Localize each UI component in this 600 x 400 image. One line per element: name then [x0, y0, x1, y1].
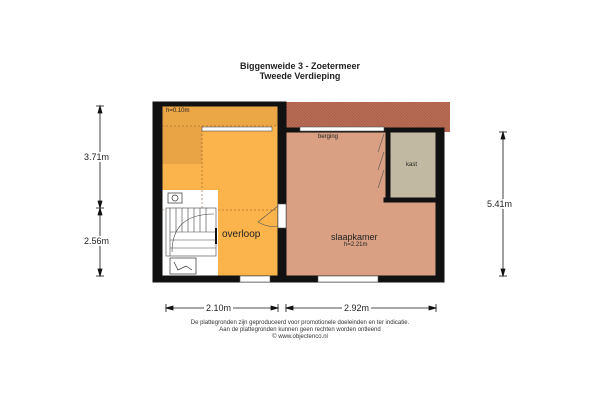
- room-label-kast: kast: [406, 162, 418, 168]
- room-label-overloop: overloop: [222, 229, 261, 240]
- staircase: [166, 208, 216, 256]
- plan-subtitle: Tweede Verdieping: [259, 71, 341, 81]
- sloped-height-label: h=0.10m: [166, 108, 190, 114]
- fixture-bottom: [170, 258, 196, 274]
- footer-disclaimer-1: De plattegronden zijn geproduceerd voor promotionele doeleinden en ter indicatie.: [190, 320, 410, 326]
- fixture-top: [168, 193, 182, 203]
- dim-right: 5.41m: [487, 199, 513, 209]
- slaapkamer-height-label: h=2.21m: [344, 242, 368, 248]
- footer-disclaimer-2: Aan de plattegronden kunnen geen rechten worden ontleend: [219, 327, 381, 333]
- room-label-berging: berging: [318, 134, 339, 140]
- footer-copyright: © www.objectenco.nl: [272, 334, 328, 340]
- room-label-slaapkamer: slaapkamer: [331, 232, 378, 242]
- dim-left-upper: 3.71m: [84, 152, 110, 162]
- plan-title: Biggenweide 3 - Zoetermeer: [239, 61, 361, 71]
- dim-bottom-left: 2.10m: [206, 303, 232, 313]
- dim-bottom-right: 2.92m: [344, 303, 370, 313]
- dim-left-lower: 2.56m: [84, 236, 110, 246]
